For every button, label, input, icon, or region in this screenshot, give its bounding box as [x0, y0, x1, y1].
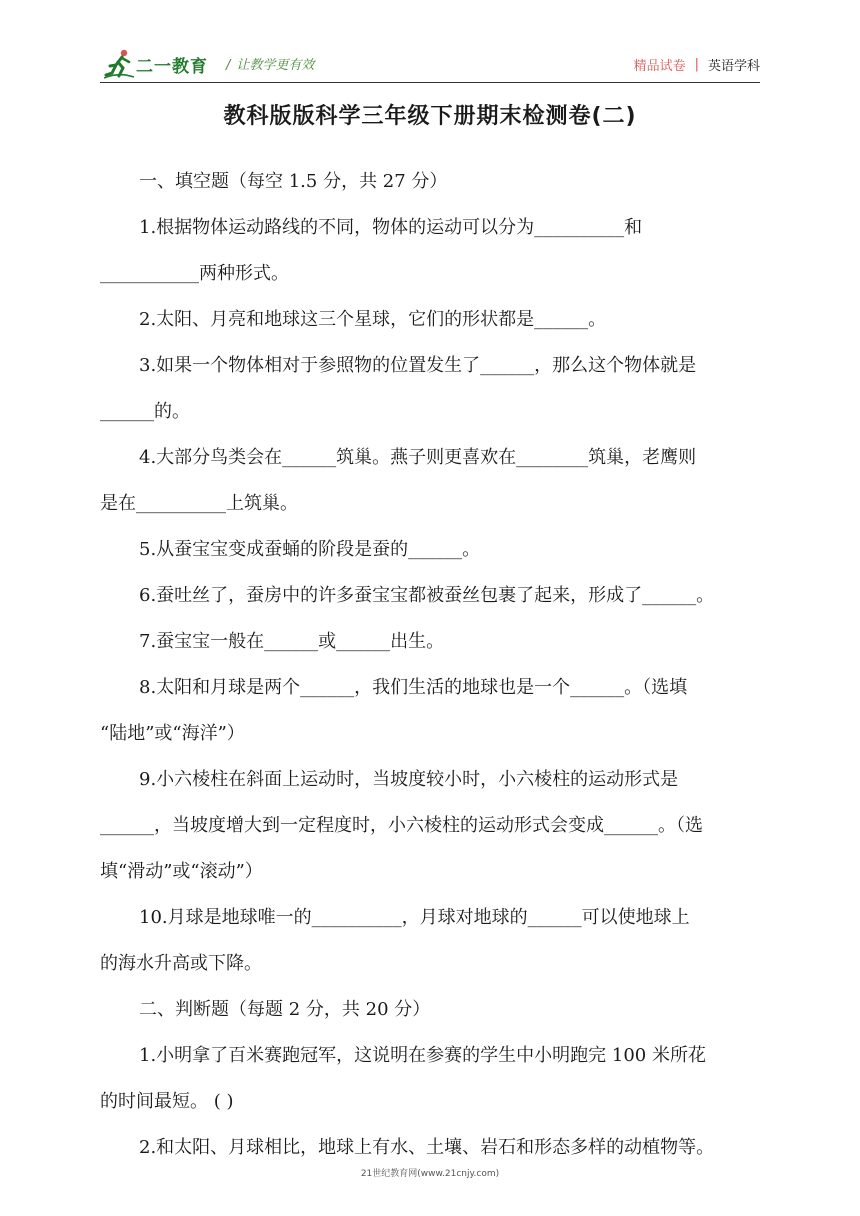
section-heading: 二、判断题（每题 2 分，共 20 分） — [139, 999, 431, 1020]
question-line: 6.蚕吐丝了，蚕房中的许多蚕宝宝都被蚕丝包裹了起来，形成了______。 — [139, 585, 715, 606]
question-line: 4.大部分鸟类会在______筑巢。燕子则更喜欢在________筑巢，老鹰则 — [139, 447, 697, 468]
exam-content — [100, 164, 760, 1176]
question-line: 是在__________上筑巢。 — [100, 493, 298, 514]
question-line: “陆地”或“海洋”） — [100, 723, 245, 744]
page-title: 教科版版科学三年级下册期末检测卷(二) — [223, 104, 637, 129]
logo-text: 二一教育 — [136, 56, 208, 77]
question-line: 1.小明拿了百米赛跑冠军，这说明在参赛的学生中小明跑完 100 米所花 — [139, 1045, 706, 1066]
question-line: 1.根据物体运动路线的不同，物体的运动可以分为__________和 — [139, 217, 643, 238]
question-line: 2.和太阳、月球相比，地球上有水、土壤、岩石和形态多样的动植物等。 — [139, 1137, 715, 1158]
slogan-text: 让教学更有效 — [236, 58, 315, 73]
question-line: 10.月球是地球唯一的__________，月球对地球的______可以使地球上 — [139, 907, 690, 928]
header-tags — [634, 55, 760, 74]
tag-premium-paper: 精品试卷 — [633, 59, 686, 74]
tag-separator: | — [694, 57, 699, 72]
question-line: 的海水升高或下降。 — [100, 953, 262, 974]
question-line: 7.蚕宝宝一般在______或______出生。 — [139, 631, 445, 652]
runner-logo-icon — [104, 48, 134, 80]
section-heading: 一、填空题（每空 1.5 分，共 27 分） — [139, 171, 448, 192]
question-line: 3.如果一个物体相对于参照物的位置发生了______，那么这个物体就是 — [139, 355, 697, 376]
question-line: 5.从蚕宝宝变成蚕蛹的阶段是蚕的______。 — [139, 539, 481, 560]
question-line: 的时间最短。 ( ) — [100, 1091, 234, 1112]
question-line: ___________两种形式。 — [100, 263, 289, 284]
slogan-separator: / — [226, 58, 231, 73]
question-line: ______，当坡度增大到一定程度时，小六棱柱的运动形式会变成______。（选 — [100, 815, 703, 836]
question-line: 2.太阳、月亮和地球这三个星球，它们的形状都是______。 — [139, 309, 607, 330]
slogan — [226, 54, 314, 73]
question-line: ______的。 — [100, 401, 190, 422]
question-line: 8.太阳和月球是两个______，我们生活的地球也是一个______。（选填 — [139, 677, 688, 698]
question-line: 填“滑动”或“滚动”） — [100, 861, 263, 882]
page-footer: 21世纪教育网(www.21cnjy.com) — [360, 1169, 500, 1179]
page-header — [0, 0, 860, 84]
question-line: 9.小六棱柱在斜面上运动时，当坡度较小时，小六棱柱的运动形式是 — [139, 769, 679, 790]
header-divider — [100, 82, 760, 83]
logo — [104, 46, 208, 82]
tag-subject: 英语学科 — [707, 59, 760, 74]
